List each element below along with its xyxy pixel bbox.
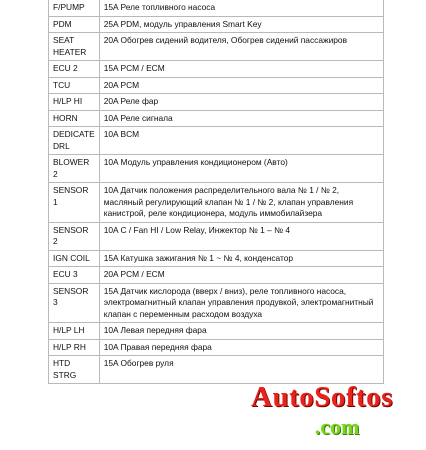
table-row [49,356,384,384]
table-row [49,77,384,94]
fuse-name: HORN [49,110,100,127]
fuse-description: 15A Обогрев руля [99,356,383,384]
table-row [49,110,384,127]
fuse-name: SENSOR 2 [49,222,100,250]
table-row [49,222,384,250]
fuse-table [48,0,384,384]
fuse-name: HTD STRG [49,356,100,384]
table-row [49,339,384,356]
fuse-description: 10A Модуль управления кондиционером (Авто) [99,155,383,183]
fuse-name: IGN COIL [49,250,100,267]
table-row [49,283,384,323]
fuse-name: PDM [49,16,100,33]
table-row [49,16,384,33]
fuse-description: 15A Реле топливного насоса [99,0,383,16]
table-row [49,94,384,111]
table-row [49,267,384,284]
fuse-description: 20A PCM / ECM [99,267,383,284]
watermark-line-2: .com [314,414,360,439]
fuse-description: 10A Правая передняя фара [99,339,383,356]
fuse-name: SENSOR 3 [49,283,100,323]
fuse-description: 20A Реле фар [99,94,383,111]
fuse-description: 25A PDM, модуль управления Smart Key [99,16,383,33]
table-row [49,0,384,16]
table-row [49,61,384,78]
fuse-description: 10A Датчик положения распределительного вала № 1 / № 2, масляный регулирующий клапан № 1 / № 2, клапан управления канистрой, реле кондиционера, модуль иммобилайзера [99,183,383,223]
fuse-description: 15A PCM / ECM [99,61,383,78]
fuse-name: ECU 3 [49,267,100,284]
fuse-name: H/LP HI [49,94,100,111]
table-row [49,155,384,183]
watermark-logo [222,383,422,438]
fuse-description: 10A Реле сигнала [99,110,383,127]
fuse-description: 20A PCM [99,77,383,94]
fuse-description: 10A C / Fan HI / Low Relay, Инжектор № 1 – № 4 [99,222,383,250]
fuse-name: DEDICATE DRL [49,127,100,155]
fuse-name: ECU 2 [49,61,100,78]
fuse-name: SEAT HEATER [49,33,100,61]
fuse-description: 20A Обогрев сидений водителя, Обогрев сидений пассажиров [99,33,383,61]
table-row [49,127,384,155]
fuse-description: 15A Катушка зажигания № 1 ~ № 4, конденсатор [99,250,383,267]
table-row [49,183,384,223]
fuse-name: TCU [49,77,100,94]
watermark-line-1: AutoSoftos [251,381,393,413]
table-row [49,250,384,267]
fuse-name: BLOWER 2 [49,155,100,183]
fuse-description: 15A Датчик кислорода (вверх / вниз), реле топливного насоса, электромагнитный клапан управления продувкой, электромагнитный клапан с переменным расходом воздуха [99,283,383,323]
fuse-name: H/LP RH [49,339,100,356]
fuse-description: 10A BCM [99,127,383,155]
fuse-name: SENSOR 1 [49,183,100,223]
fuse-description: 10A Левая передняя фара [99,323,383,340]
table-row [49,33,384,61]
table-row [49,323,384,340]
fuse-name: H/LP LH [49,323,100,340]
fuse-name: F/PUMP [49,0,100,16]
